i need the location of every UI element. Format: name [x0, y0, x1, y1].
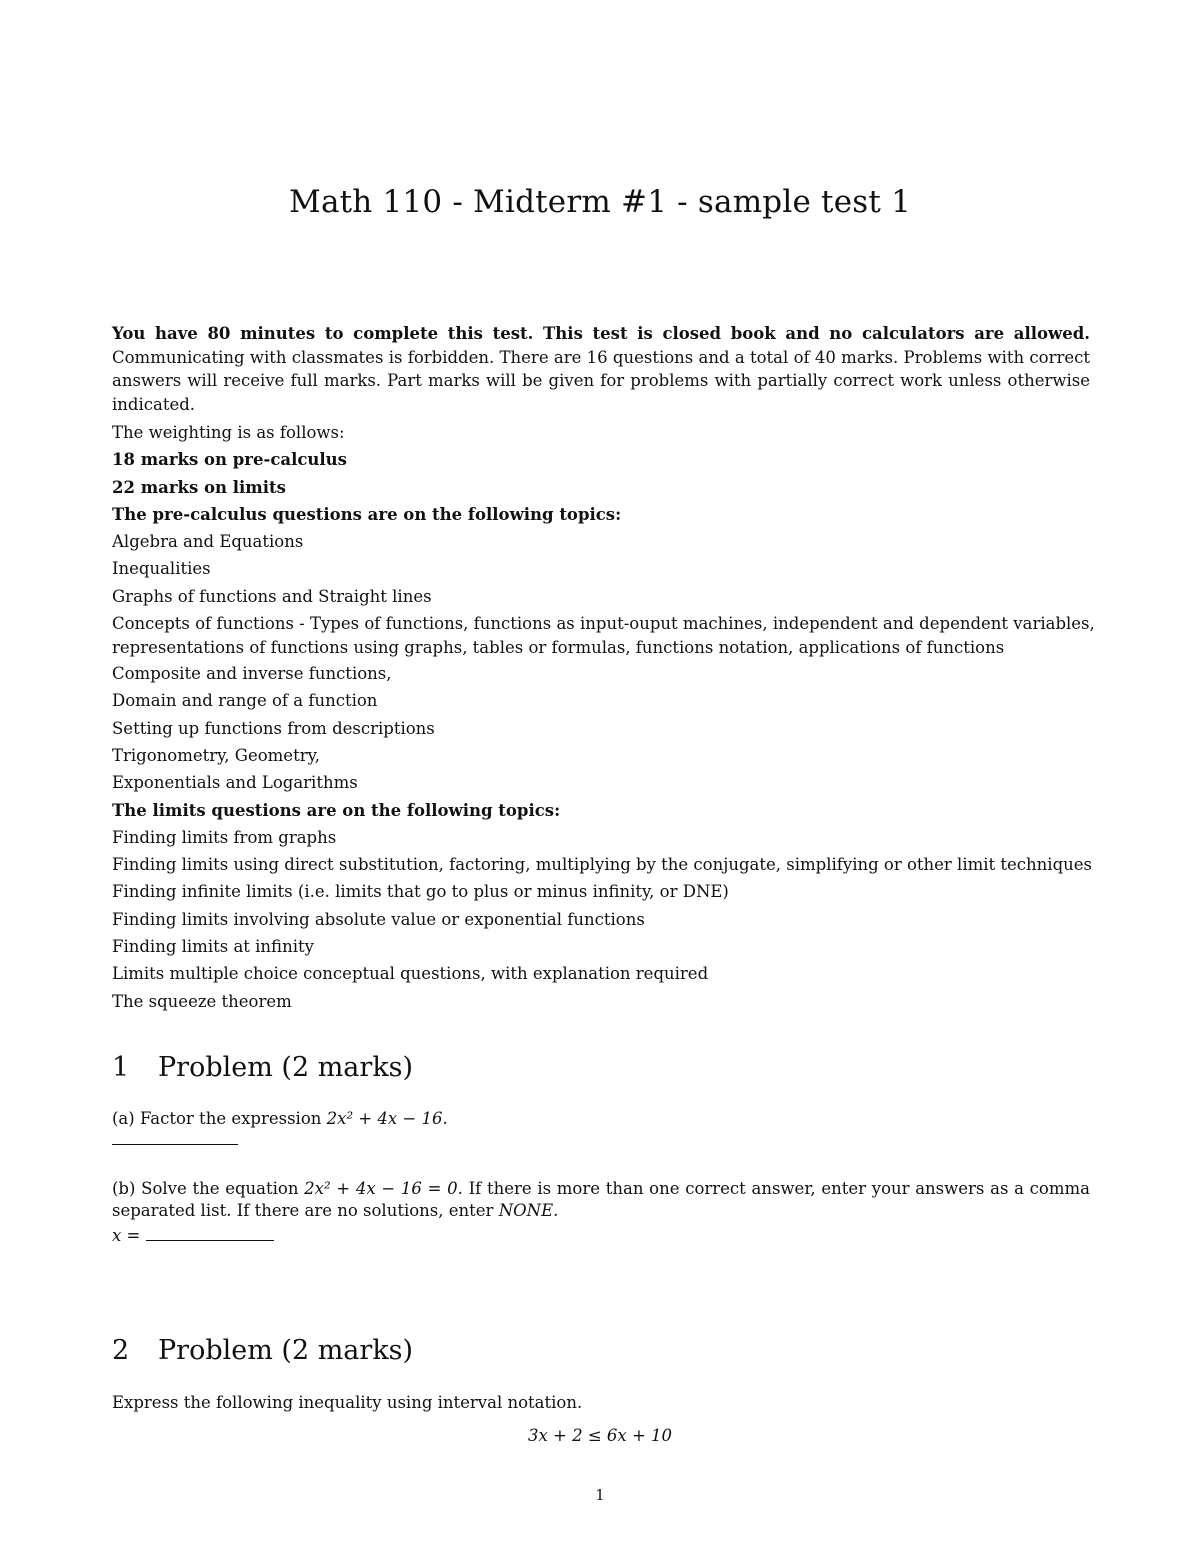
page-title: Math 110 - Midterm #1 - sample test 1: [289, 184, 911, 220]
part-b-none: NONE.: [498, 1201, 559, 1220]
part-b-answer-line: [112, 1224, 1090, 1247]
list-item: The weighting is as follows:: [112, 423, 345, 442]
page-number: 1: [595, 1486, 605, 1504]
instructions-bold: You have 80 minutes to complete this test. This test is closed book and no calculators are allowed.: [112, 324, 1090, 343]
problem-1-heading: [112, 1052, 413, 1083]
topic-list: [112, 419, 1097, 1015]
list-item: Domain and range of a function: [112, 691, 378, 711]
list-item: 22 marks on limits: [112, 477, 286, 497]
part-b-prefix: (b) Solve the equation: [112, 1179, 305, 1198]
problem-1-part-b: [112, 1178, 1090, 1222]
list-item: Finding limits involving absolute value or exponential functions: [112, 909, 645, 929]
list-item: The squeeze theorem: [112, 991, 292, 1011]
instructions-text: Communicating with classmates is forbidden. There are 16 questions and a total of 40 marks. Problems with correct answers will receive full marks. Part marks will be given for problems with partially correct work unless otherwise indicated.: [112, 347, 1090, 414]
list-item: The limits questions are on the following topics:: [112, 800, 561, 820]
list-item: Finding limits from graphs: [112, 827, 337, 847]
part-a-text: (a) Factor the expression: [112, 1109, 327, 1128]
list-item: Setting up functions from descriptions: [112, 718, 435, 738]
part-a-expression: 2x² + 4x − 16.: [326, 1109, 448, 1128]
list-item: Trigonometry, Geometry,: [112, 745, 320, 765]
list-item: Finding limits at infinity: [112, 937, 314, 957]
part-b-text: If there is more than one correct answer, enter your answers as a comma separated list. If there are no solutions, enter: [112, 1179, 1090, 1220]
part-a-answer-blank[interactable]: [112, 1144, 238, 1145]
list-item: 18 marks on pre-calculus: [112, 450, 347, 470]
problem-2-instruction: Express the following inequality using interval notation.: [112, 1393, 583, 1412]
problem-1-number: 1: [112, 1052, 130, 1083]
part-b-expression: 2x² + 4x − 16 = 0.: [304, 1179, 463, 1198]
list-item: Concepts of functions - Types of functions, functions as input-ouput machines, independent and dependent variables, representations of functions using graphs, tables or formulas, functions notation, applications of functions: [112, 614, 1095, 657]
problem-2-number: 2: [112, 1335, 130, 1366]
problem-2-inequality: 3x + 2 ≤ 6x + 10: [527, 1426, 673, 1445]
list-item: Limits multiple choice conceptual questions, with explanation required: [112, 964, 709, 984]
list-item: Inequalities: [112, 559, 211, 579]
problem-2-title: Problem (2 marks): [158, 1335, 414, 1366]
list-item: Exponentials and Logarithms: [112, 773, 358, 793]
problem-1-part-a: [112, 1108, 1090, 1130]
instructions: [112, 322, 1090, 416]
problem-2-heading: [112, 1335, 413, 1366]
list-item: Graphs of functions and Straight lines: [112, 586, 432, 606]
instructions-paragraph: [112, 322, 1090, 416]
list-item: Algebra and Equations: [112, 532, 304, 552]
list-item: Finding infinite limits (i.e. limits that go to plus or minus infinity, or DNE): [112, 882, 729, 902]
list-item: Finding limits using direct substitution, factoring, multiplying by the conjugate, simplifying or other limit techniques: [112, 855, 1092, 875]
list-item: The pre-calculus questions are on the following topics:: [112, 504, 622, 524]
list-item: Composite and inverse functions,: [112, 664, 392, 684]
answer-label: x =: [112, 1226, 141, 1245]
problem-1-title: Problem (2 marks): [158, 1052, 414, 1083]
part-b-answer-blank[interactable]: [146, 1224, 274, 1241]
